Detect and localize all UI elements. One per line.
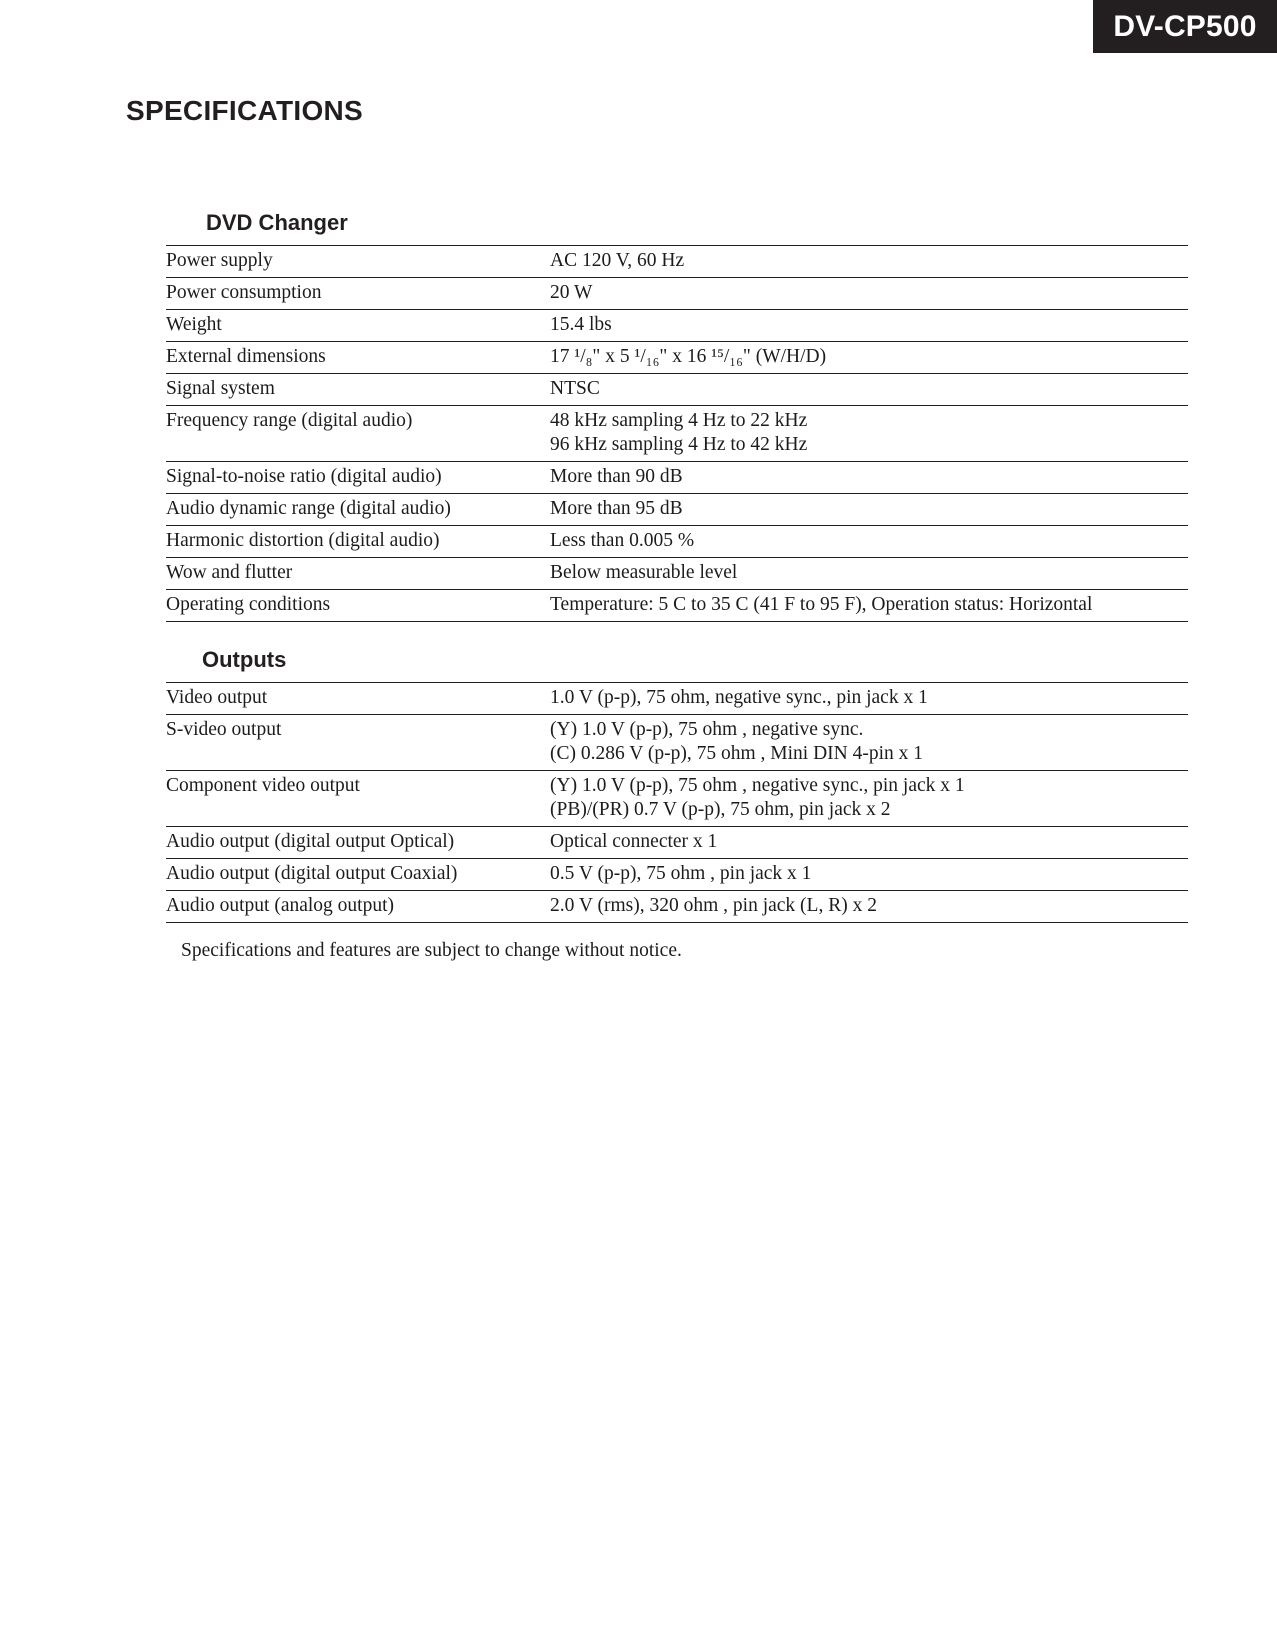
spec-value [550,862,1188,886]
spec-value [550,718,1188,766]
spec-value-line: More than 95 dB [550,498,683,519]
spec-row [166,406,1188,462]
spec-value [550,529,1188,553]
spec-value-line: 15.4 lbs [550,314,612,335]
spec-value-line: 1.0 V (p-p), 75 ohm, negative sync., pin jack x 1 [550,687,928,708]
spec-value-line: (PB)/(PR) 0.7 V (p-p), 75 ohm, pin jack x 2 [550,799,891,820]
spec-table [166,245,1188,622]
spec-label: Signal-to-noise ratio (digital audio) [166,466,442,487]
spec-label: Weight [166,314,222,335]
spec-value [550,249,1188,273]
spec-label: Wow and flutter [166,562,293,583]
spec-label: Power consumption [166,282,322,303]
page-title: SPECIFICATIONS [126,95,364,126]
spec-value [550,774,1188,822]
spec-label: Signal system [166,378,275,399]
spec-value-line: (C) 0.286 V (p-p), 75 ohm , Mini DIN 4-pin x 1 [550,743,924,764]
spec-row [166,715,1188,771]
spec-value-line: 48 kHz sampling 4 Hz to 22 kHz [550,410,808,431]
spec-value-line: (Y) 1.0 V (p-p), 75 ohm , negative sync., pin jack x 1 [550,775,965,796]
spec-label: Operating conditions [166,594,331,615]
spec-value [550,894,1188,918]
spec-value [550,830,1188,854]
spec-label: Frequency range (digital audio) [166,410,413,431]
spec-value [550,345,1188,369]
spec-row [166,558,1188,590]
spec-value-line: 17 ¹/₈" x 5 ¹/₁₆" x 16 ¹⁵/₁₆" (W/H/D) [550,346,827,367]
spec-label: Harmonic distortion (digital audio) [166,530,440,551]
spec-value [550,377,1188,401]
spec-value [550,465,1188,489]
spec-label: Audio dynamic range (digital audio) [166,498,451,519]
spec-row [166,859,1188,891]
spec-table [166,682,1188,923]
spec-value-line: Optical connecter x 1 [550,831,718,852]
spec-label: Audio output (analog output) [166,895,395,916]
dvd-changer-section [166,208,1188,622]
spec-label: Component video output [166,775,360,796]
spec-value [550,686,1188,710]
spec-row [166,590,1188,622]
spec-row [166,374,1188,406]
spec-value [550,409,1188,457]
spec-value-line: 20 W [550,282,593,303]
spec-value-line: Less than 0.005 % [550,530,695,551]
model-badge: DV-CP500 [1093,0,1277,53]
spec-value [550,561,1188,585]
spec-value-line: Temperature: 5 C to 35 C (41 F to 95 F), Operation status: Horizontal [550,594,1093,615]
spec-value-line: 0.5 V (p-p), 75 ohm , pin jack x 1 [550,863,812,884]
spec-value-line: (Y) 1.0 V (p-p), 75 ohm , negative sync. [550,719,864,740]
spec-value-line: AC 120 V, 60 Hz [550,250,685,271]
spec-row [166,494,1188,526]
spec-label: Power supply [166,250,273,271]
spec-row [166,342,1188,374]
spec-row [166,310,1188,342]
spec-value-line: 2.0 V (rms), 320 ohm , pin jack (L, R) x 2 [550,895,877,916]
footnote: Specifications and features are subject to change without notice. [181,940,682,961]
outputs-section [166,645,1188,923]
section-heading: DVD Changer [206,210,348,235]
spec-value-line: NTSC [550,378,600,399]
spec-value-line: More than 90 dB [550,466,683,487]
spec-row [166,246,1188,278]
spec-row [166,771,1188,827]
spec-label: Video output [166,687,268,708]
spec-row [166,683,1188,715]
spec-label: Audio output (digital output Coaxial) [166,863,458,884]
spec-value [550,593,1188,617]
spec-value [550,497,1188,521]
spec-row [166,891,1188,923]
spec-value [550,281,1188,305]
spec-value [550,313,1188,337]
spec-row [166,526,1188,558]
spec-label: Audio output (digital output Optical) [166,831,455,852]
spec-value-line: 96 kHz sampling 4 Hz to 42 kHz [550,434,808,455]
spec-row [166,827,1188,859]
spec-row [166,462,1188,494]
spec-value-line: Below measurable level [550,562,738,583]
spec-label: External dimensions [166,346,326,367]
spec-label: S-video output [166,719,282,740]
section-heading: Outputs [202,647,287,672]
spec-row [166,278,1188,310]
